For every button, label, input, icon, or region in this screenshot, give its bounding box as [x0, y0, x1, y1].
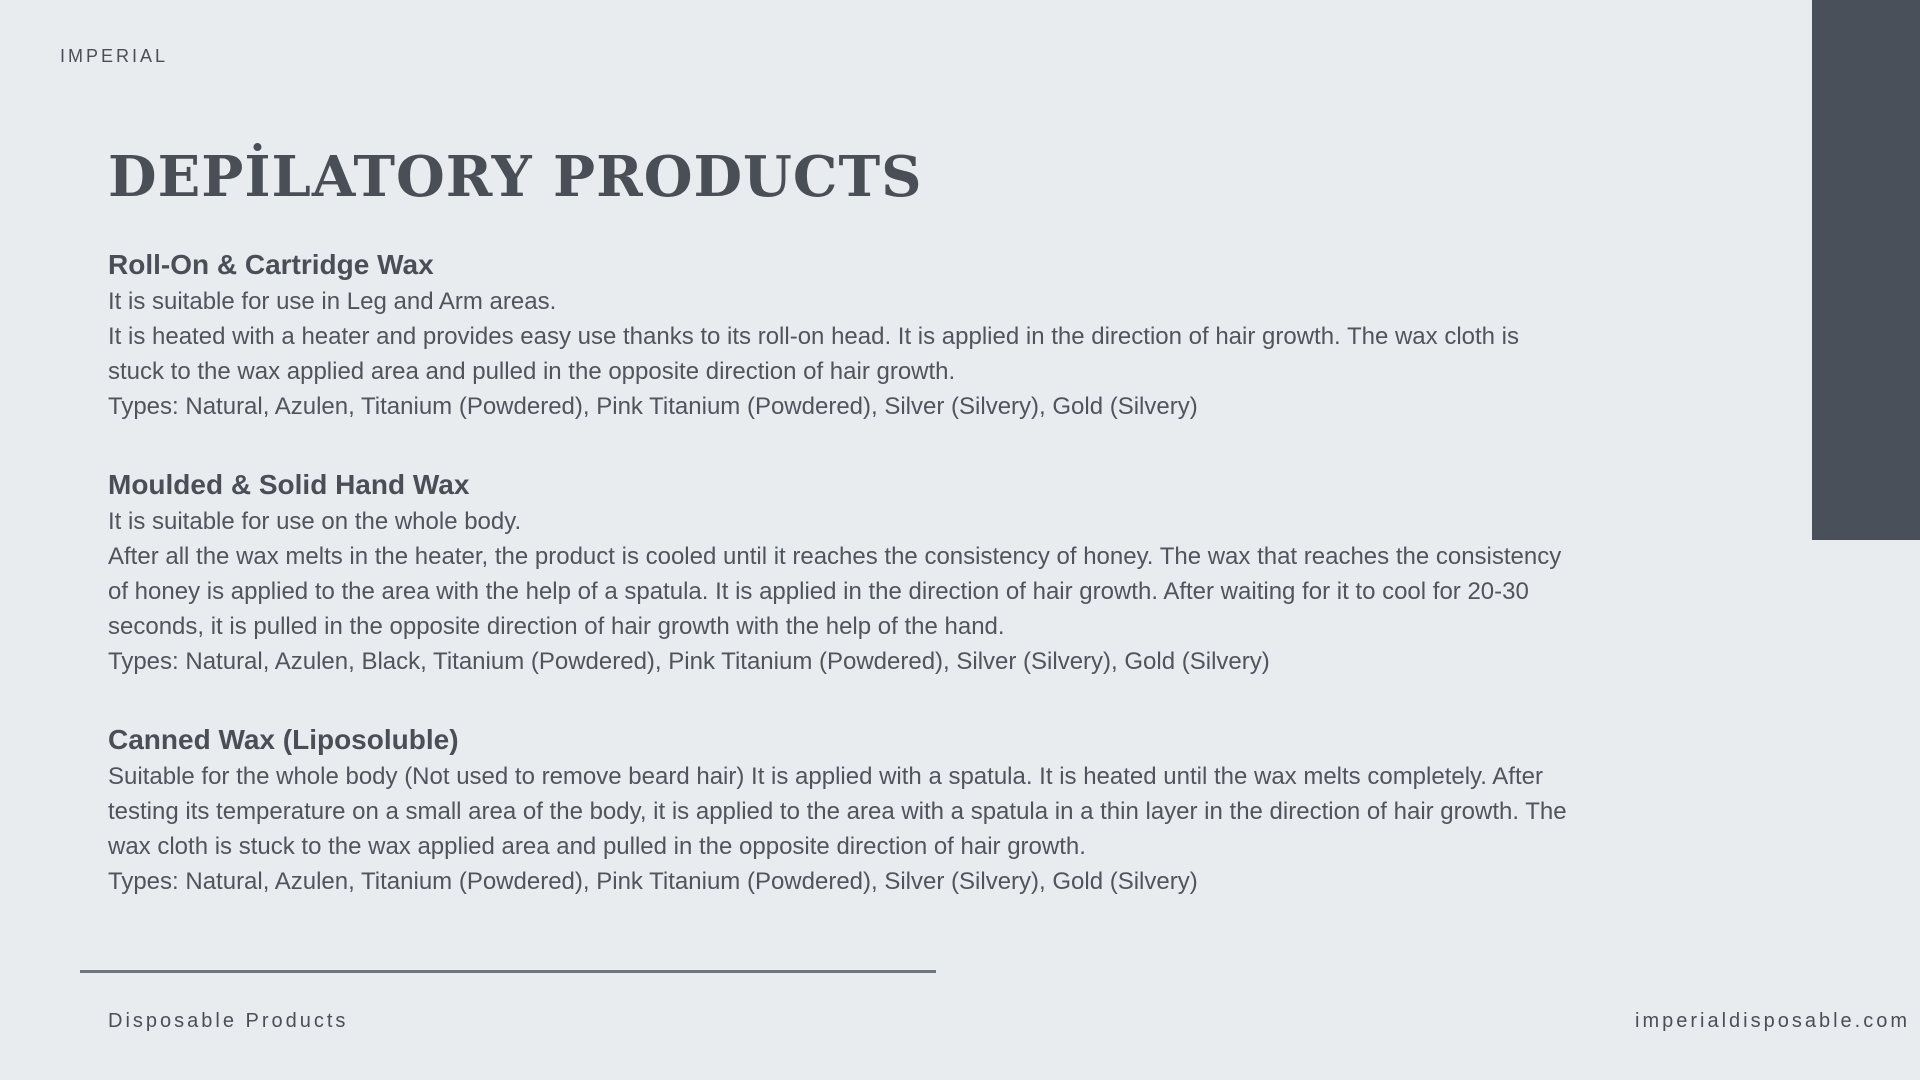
footer-category: Disposable Products — [108, 1010, 349, 1032]
section-paragraph: It is heated with a heater and provides easy use thanks to its roll-on head. It is applied in the direction of hair growth. The wax cloth is stuck to the wax applied area and pulled in the opposite direction of hair growth. — [108, 323, 1520, 385]
section-title: Moulded & Solid Hand Wax — [108, 469, 470, 500]
section-title: Roll-On & Cartridge Wax — [108, 249, 434, 280]
section-paragraph: It is suitable for use on the whole body. — [108, 508, 522, 535]
section-title: Canned Wax (Liposoluble) — [108, 724, 459, 755]
section-types: Types: Natural, Azulen, Titanium (Powdered), Pink Titanium (Powdered), Silver (Silvery), Gold (Silvery) — [108, 393, 1198, 420]
section-canned-wax — [108, 721, 1578, 899]
section-paragraph: After all the wax melts in the heater, the product is cooled until it reaches the consistency of honey. The wax that reaches the consistency of honey is applied to the area with the help of a spatula. It is applied in the direction of hair growth. After waiting for it to cool for 20-30 seconds, it is pulled in the opposite direction of hair growth with the help of the hand. — [108, 543, 1562, 640]
brand-label: IMPERIAL — [60, 46, 169, 66]
content-area — [108, 246, 1578, 941]
section-types: Types: Natural, Azulen, Black, Titanium (Powdered), Pink Titanium (Powdered), Silver (Silvery), Gold (Silvery) — [108, 648, 1270, 675]
section-paragraph: Suitable for the whole body (Not used to remove beard hair) It is applied with a spatula. It is heated until the wax melts completely. After testing its temperature on a small area of the body, it is applied to the area with a spatula in a thin layer in the direction of hair growth. The wax cloth is stuck to the wax applied area and pulled in the opposite direction of hair growth. — [108, 763, 1567, 860]
accent-block — [1812, 0, 1920, 540]
footer-divider — [80, 970, 936, 973]
section-hand-wax — [108, 466, 1578, 679]
page-title: DEPİLATORY PRODUCTS — [108, 144, 923, 210]
footer-website: imperialdisposable.com — [1635, 1010, 1910, 1032]
section-types: Types: Natural, Azulen, Titanium (Powdered), Pink Titanium (Powdered), Silver (Silvery), Gold (Silvery) — [108, 868, 1198, 895]
section-paragraph: It is suitable for use in Leg and Arm areas. — [108, 288, 557, 315]
section-roll-on-wax — [108, 246, 1578, 424]
